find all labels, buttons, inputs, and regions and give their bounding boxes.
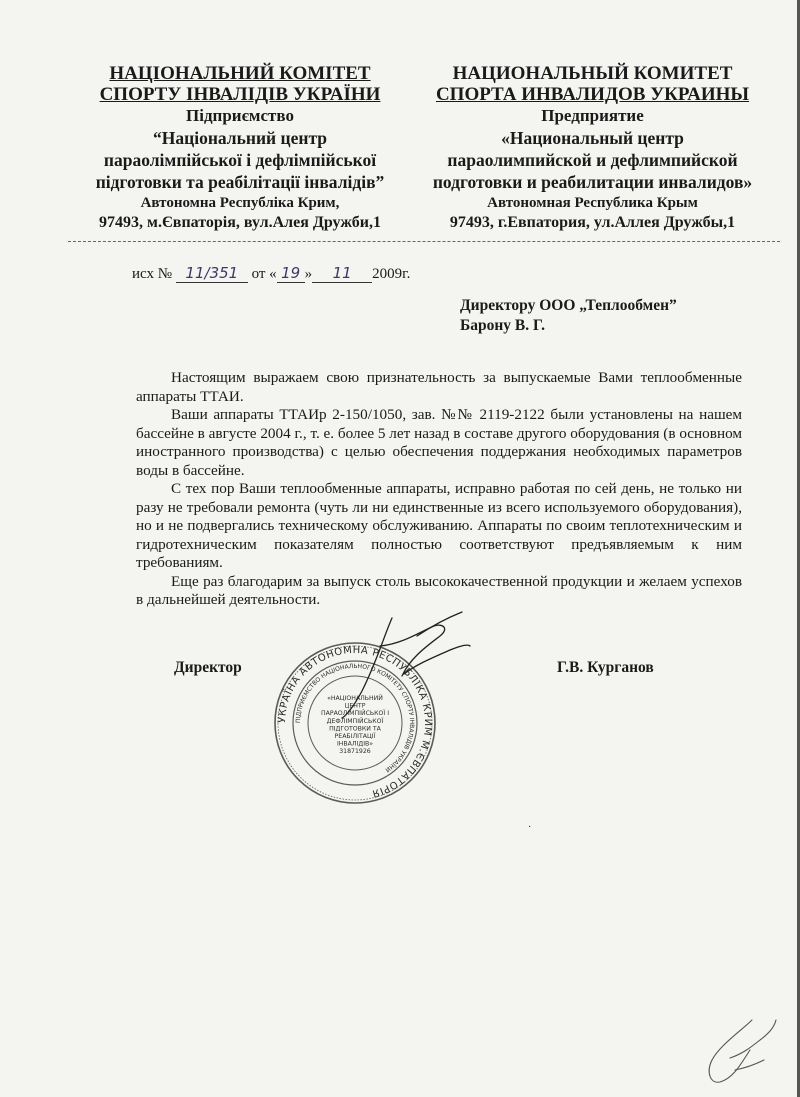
enterprise-name-line1: “Національний центр: [153, 128, 327, 148]
stray-mark: ·: [528, 822, 532, 833]
outgoing-reference: [132, 264, 410, 283]
paragraph-2: Ваши аппараты ТТАИр 2-150/1050, зав. №№ 2119-2122 были установлены на нашем бассейне в августе 2004 г., т. е. более 5 лет назад в составе другого оборудования (в основном иностранного производства) с целью обеспечения поддержания необходимых параметров воды в бассейне.: [136, 406, 742, 479]
date-label: от «: [251, 266, 277, 282]
enterprise-name-line2: параолимпийской и дефлимпийской: [447, 150, 738, 170]
enterprise-label: Підприємство: [186, 106, 294, 125]
seal-center-line: РЕАБІЛІТАЦІЇ: [334, 733, 376, 740]
letterhead-ukrainian: [60, 63, 420, 233]
addressee-line2: Барону В. Г.: [460, 317, 546, 334]
org-name-line2: СПОРТУ ІНВАЛІДІВ УКРАЇНИ: [99, 84, 381, 105]
seal-center-line: ІНВАЛІДІВ»: [336, 740, 374, 748]
seal-center-line: ПІДГОТОВКИ ТА: [329, 725, 381, 733]
org-name-line1: НАЦИОНАЛЬНЫЙ КОМИТЕТ: [452, 63, 733, 84]
date-month: 11: [312, 264, 372, 283]
enterprise-name-line3: підготовки та реабілітації інвалідів”: [95, 172, 385, 192]
seal-center-line: ДЕФЛІМПІЙСЬКОЇ: [326, 717, 384, 725]
date-day: 19: [277, 264, 305, 283]
enterprise-name-line1: «Национальный центр: [501, 128, 684, 148]
enterprise-name-line3: подготовки и реабилитации инвалидов»: [432, 172, 753, 192]
signatory-name: Г.В. Курганов: [557, 659, 654, 676]
seal-center-line: ЦЕНТР: [344, 702, 366, 710]
addressee-line1: Директору ООО „Теплообмен”: [460, 297, 677, 314]
ref-number: 11/351: [176, 264, 248, 283]
paragraph-4: Еще раз благодарим за выпуск столь высококачественной продукции и желаем успехов в дальнейшей деятельности.: [136, 572, 742, 608]
seal-center-line: 31871926: [339, 748, 371, 756]
date-day-close: »: [304, 266, 313, 282]
seal-middle-text: ПІДПРИЄМСТВО НАЦІОНАЛЬНОГО КОМІТЕТУ СПОРТУ ІНВАЛІДІВ УКРАЇНИ: [294, 662, 416, 774]
seal-center-line: «НАЦІОНАЛЬНИЙ: [327, 695, 383, 702]
signatory-title: Директор: [174, 659, 242, 676]
region: Автономная Республика Крым: [487, 195, 698, 211]
seal-center-line: ПАРАОЛІМПІЙСЬКОЇ І: [320, 710, 390, 718]
header-divider: [68, 241, 780, 242]
region: Автономна Республіка Крим,: [140, 195, 340, 211]
address: 97493, м.Євпаторія, вул.Алея Дружби,1: [99, 214, 381, 231]
paragraph-3: С тех пор Ваши теплообменные аппараты, исправно работая по сей день, не только ни разу не требовали ремонта (чуть ли ни единственные из всего используемого оборудования), но и не подвергались техническому обслуживанию. Аппараты по своим теплотехническим и гидротехническим показателям полностью соответствуют предъявляемым к ним требованиям.: [136, 480, 742, 571]
seal-outer-text: УКРАЇНА АВТОНОМНА РЕСПУБЛІКА КРИМ М.ЄВПАТОРІЯ: [276, 644, 434, 799]
handwritten-signature: [322, 606, 472, 726]
paragraph-1: Настоящим выражаем свою признательность за выпускаемые Вами теплообменные аппараты ТТАИ.: [136, 369, 742, 405]
enterprise-label: Предприятие: [541, 106, 644, 125]
org-name-line1: НАЦІОНАЛЬНИЙ КОМІТЕТ: [109, 63, 371, 84]
org-name-line2: СПОРТА ИНВАЛИДОВ УКРАИНЫ: [435, 84, 750, 105]
date-year: 2009г.: [372, 266, 411, 282]
handwritten-initials: [690, 1010, 780, 1095]
addressee-block: [460, 296, 677, 336]
ref-label: исх №: [132, 266, 173, 282]
letter-body: [136, 369, 742, 610]
enterprise-name-line2: параолімпійської і дефлімпійської: [103, 150, 377, 170]
address: 97493, г.Евпатория, ул.Аллея Дружбы,1: [449, 214, 736, 231]
letterhead-russian: [410, 63, 775, 233]
